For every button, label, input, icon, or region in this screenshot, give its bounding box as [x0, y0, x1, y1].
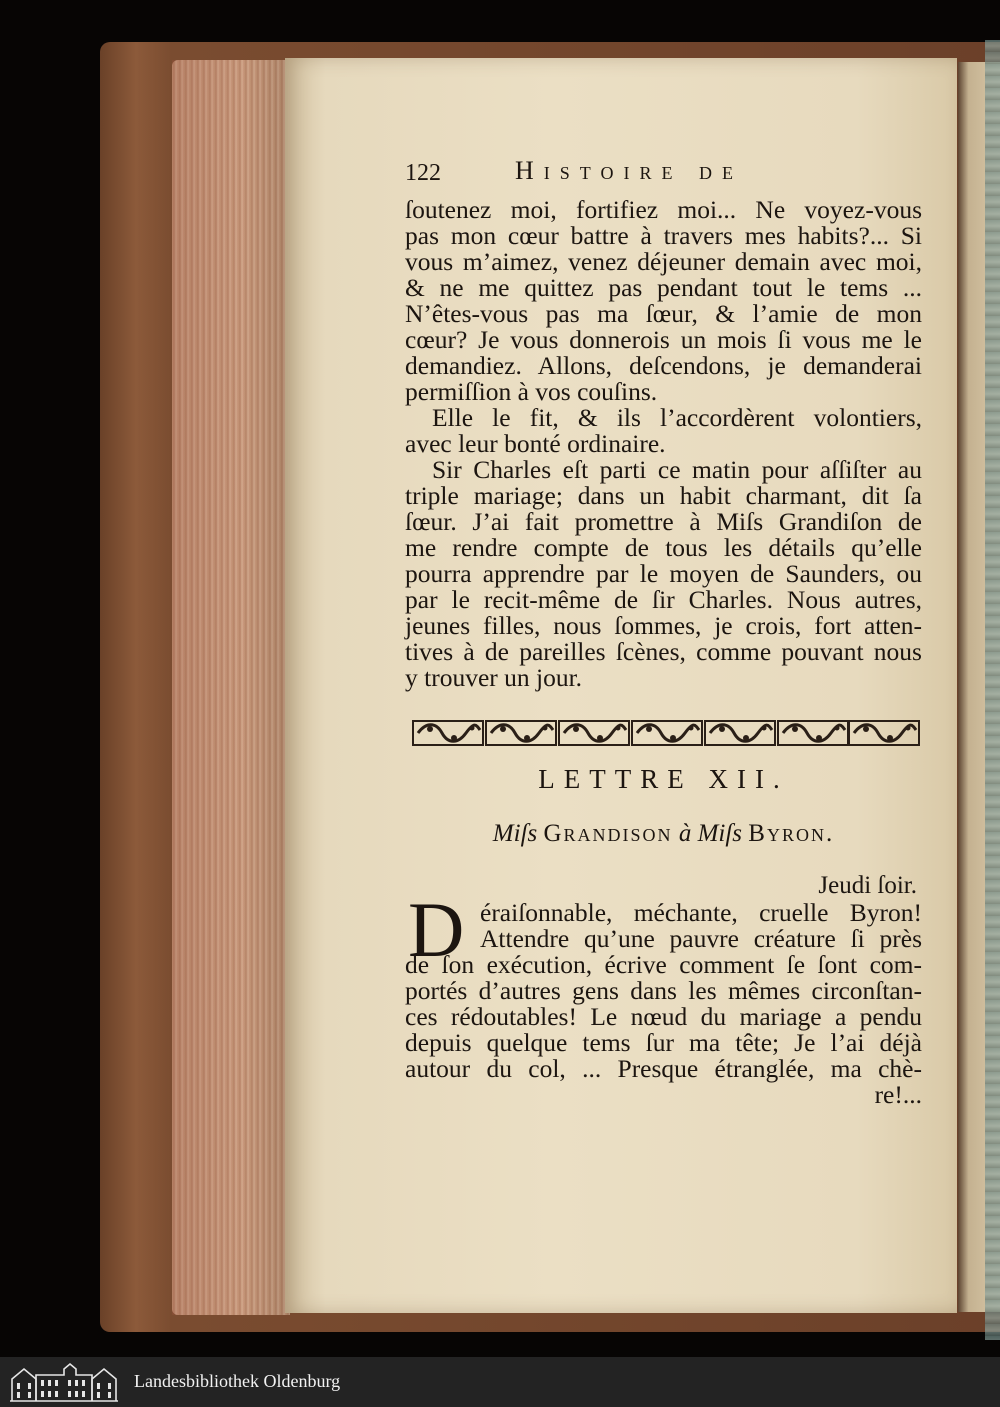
body-line: ſœur. J’ai fait promettre à Miſs Grandiſon de [405, 507, 922, 536]
letter-dateline: Jeudi ſoir. [818, 872, 917, 899]
running-title: Histoire de [515, 156, 743, 185]
address-to: à [678, 820, 692, 847]
body-line: Sir Charles eſt parti ce matin pour aſſiſter au [432, 455, 922, 484]
body-line: cœur? Je vous donnerois un mois ſi vous me le [405, 325, 922, 354]
library-footer [0, 1357, 1000, 1407]
address-miss: Miſs [697, 820, 743, 847]
body-line: N’êtes-vous pas ma ſœur, & l’amie de mon [405, 299, 922, 328]
letter-heading: LETTRE XII. [538, 764, 789, 794]
drop-cap: D [408, 886, 465, 973]
body-line: demandiez. Allons, deſcendons, je demanderai [405, 351, 922, 380]
body-line: triple mariage; dans un habit charmant, dit ſa [405, 481, 922, 510]
address-recipient: Byron. [748, 820, 835, 847]
body-line: pas mon cœur battre à travers mes habits?... Si [405, 221, 922, 250]
body-line: permiſſion à vos couſins. [405, 377, 658, 406]
running-head [405, 156, 925, 190]
letter-line-fragment: re!... [874, 1080, 922, 1109]
letter-line: Attendre qu’une pauvre créature ſi près [480, 924, 922, 953]
body-line: avec leur bonté ordinaire. [405, 429, 666, 458]
body-line: me rendre compte de tous les détails qu’elle [405, 533, 922, 562]
body-line: tives à de pareilles ſcènes, comme pouvant nous [405, 637, 922, 666]
library-building-icon [8, 1361, 120, 1403]
letter-line: portés d’autres gens dans les mêmes circonſtan- [405, 976, 922, 1005]
letter-line: éraiſonnable, méchante, cruelle Byron! [480, 898, 922, 927]
letter-line: depuis quelque tems ſur ma tête; Je l’ai déjà [405, 1028, 922, 1057]
address-sender: Grandison [543, 820, 673, 847]
body-line: ſoutenez moi, fortifiez moi... Ne voyez-vous [405, 195, 922, 224]
letter-line: ces rédoutables! Le nœud du mariage a pendu [405, 1002, 922, 1031]
page-edges [172, 60, 290, 1315]
letter-line: autour du col, ... Presque étranglée, ma chè- [405, 1054, 922, 1083]
ornament-band [412, 718, 920, 748]
body-line: pourra apprendre par le moyen de Saunders, ou [405, 559, 922, 588]
library-name: Landesbibliothek Oldenburg [134, 1371, 341, 1391]
page-number: 122 [405, 160, 441, 186]
letter-line: de ſon exécution, écrive comment ſe ſont com- [405, 950, 922, 979]
address-miss: Miſs [492, 820, 538, 847]
body-line: & ne me quittez pas pendant tout le tems ... [405, 273, 922, 302]
body-line: y trouver un jour. [405, 663, 583, 692]
cover-edge-strip [985, 40, 1000, 1340]
body-line: jeunes filles, nous ſommes, je crois, fort atten- [405, 611, 922, 640]
body-line: vous m’aimez, venez déjeuner demain avec moi, [405, 247, 922, 276]
body-line: Elle le fit, & ils l’accordèrent volontiers, [432, 403, 922, 432]
body-line: par le recit-même de ſir Charles. Nous autres, [405, 585, 922, 614]
letter-address [405, 820, 922, 848]
